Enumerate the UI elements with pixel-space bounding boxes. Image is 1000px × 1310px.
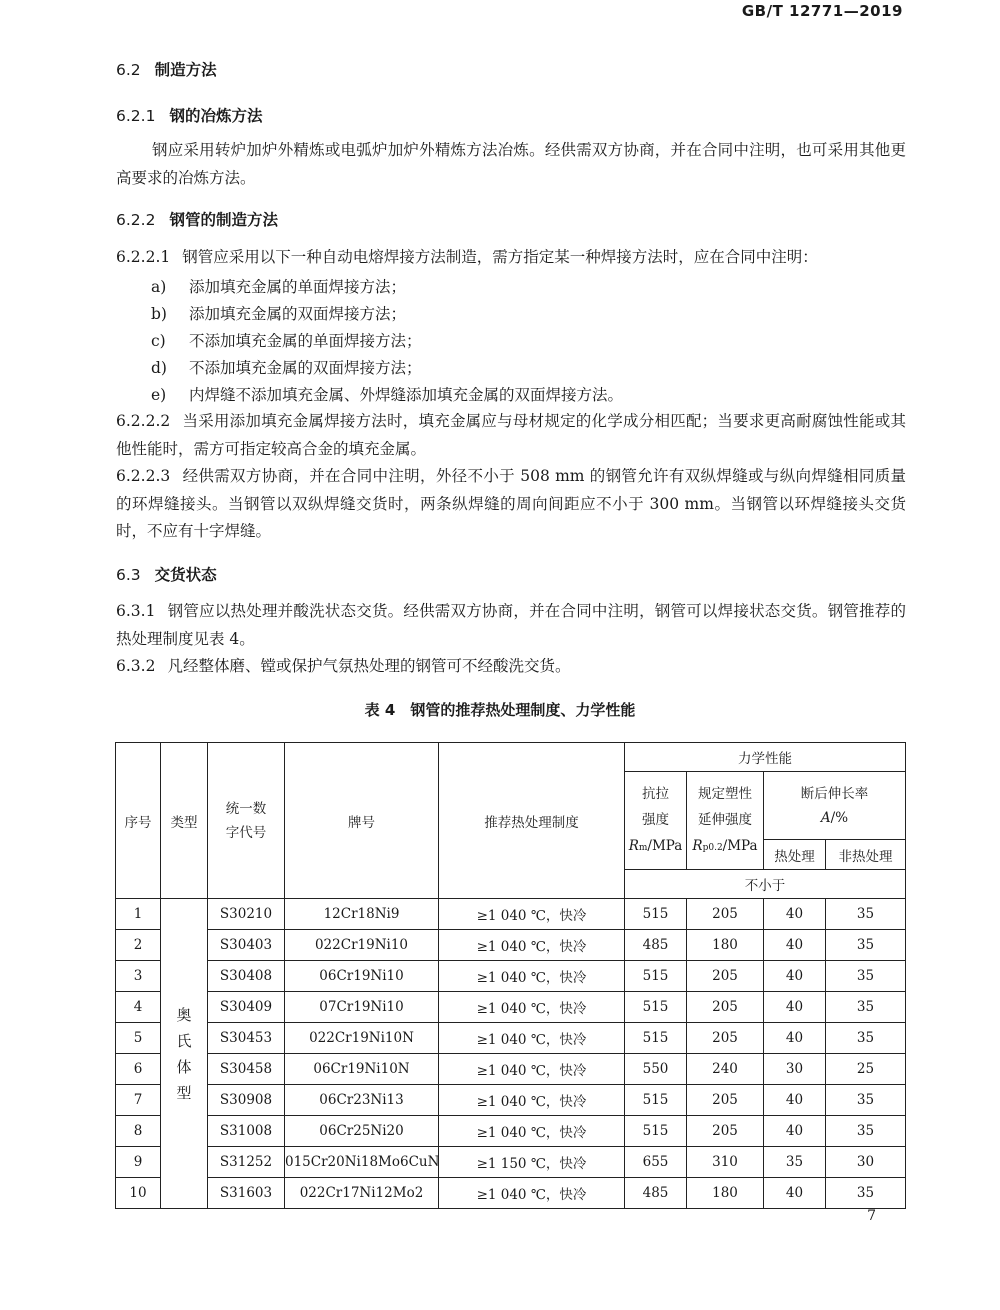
cell-elong-ht: 40 [764,1085,826,1116]
cell-yield: 240 [687,1054,764,1085]
type-char: 氏 [176,1031,192,1050]
cell-yield: 205 [687,1085,764,1116]
clause-text: 钢管应采用以下一种自动电熔焊接方法制造，需方指定某一种焊接方法时，应在合同中注明： [182,248,818,266]
section-6-2-2-heading [116,208,278,230]
cell-tensile: 515 [625,1023,687,1054]
cell-code: S30403 [208,930,285,961]
cell-seq: 5 [116,1023,161,1054]
cell-grade: 06Cr25Ni20 [285,1116,439,1147]
header-elongation [764,772,906,840]
cell-elong-ht: 40 [764,992,826,1023]
table-row [116,930,906,961]
cell-elong-nht: 35 [826,992,906,1023]
document-code: GB/T 12771—2019 [741,2,903,20]
cell-seq: 1 [116,899,161,930]
elongation-unit: /% [830,809,849,826]
header-yield-l2: 延伸强度 [698,811,752,828]
page-number: 7 [867,1208,876,1224]
list-item [151,329,422,351]
cell-yield: 205 [687,992,764,1023]
heat-treatment-table [115,742,906,1209]
cell-grade: 06Cr19Ni10 [285,961,439,992]
tensile-subscript: m [638,842,648,853]
cell-grade: 12Cr18Ni9 [285,899,439,930]
cell-code: S31252 [208,1147,285,1178]
header-yield [687,772,764,870]
yield-symbol: R [692,837,703,854]
header-tensile-l1: 抗拉 [642,785,669,802]
list-marker: b) [151,305,167,323]
list-text: 添加填充金属的单面焊接方法； [189,278,407,296]
cell-elong-nht: 35 [826,930,906,961]
cell-code: S31008 [208,1116,285,1147]
clause-6-2-2-2 [116,408,906,463]
cell-heat: ≥1 040 ℃，快冷 [439,899,625,930]
cell-elong-ht: 40 [764,930,826,961]
cell-tensile: 515 [625,992,687,1023]
cell-heat: ≥1 040 ℃，快冷 [439,930,625,961]
table-row [116,961,906,992]
section-number: 6.2.1 [116,107,156,125]
section-6-3-heading [116,563,217,585]
table-caption: 表 4 钢管的推荐热处理制度、力学性能 [364,701,636,719]
clause-6-3-1 [116,598,906,653]
cell-heat: ≥1 040 ℃，快冷 [439,1054,625,1085]
cell-elong-ht: 40 [764,1178,826,1209]
cell-tensile: 515 [625,1116,687,1147]
cell-yield: 180 [687,930,764,961]
table-row [116,992,906,1023]
clause-text: 经供需双方协商，并在合同中注明，外径不小于 508 mm 的钢管允许有双纵焊缝或与纵向焊缝相同质量的环焊缝接头。当钢管以双纵焊缝交货时，两条纵焊缝的周向间距应不小于 300 mm。当钢管以环焊缝接头交货时，不应有十字焊缝。 [116,467,906,540]
cell-yield: 180 [687,1178,764,1209]
cell-tensile: 655 [625,1147,687,1178]
header-grade: 牌号 [285,743,439,899]
cell-elong-nht: 35 [826,1023,906,1054]
header-yield-unit [687,833,763,861]
cell-elong-ht: 30 [764,1054,826,1085]
cell-heat: ≥1 040 ℃，快冷 [439,1178,625,1209]
cell-heat: ≥1 150 ℃，快冷 [439,1147,625,1178]
header-code-text: 统一数字代号 [225,800,267,841]
clause-6-2-2-1 [116,244,906,272]
header-seq: 序号 [116,743,161,899]
cell-heat: ≥1 040 ℃，快冷 [439,1023,625,1054]
cell-elong-nht: 35 [826,1116,906,1147]
cell-elong-ht: 40 [764,1116,826,1147]
list-item [151,383,623,405]
yield-unit: /MPa [722,837,758,854]
cell-elong-nht: 35 [826,961,906,992]
cell-yield: 205 [687,961,764,992]
cell-seq: 7 [116,1085,161,1116]
section-number: 6.2.2 [116,211,156,229]
cell-tensile: 485 [625,930,687,961]
cell-seq: 6 [116,1054,161,1085]
list-text: 内焊缝不添加填充金属、外焊缝添加填充金属的双面焊接方法。 [189,386,624,404]
table-row [116,1147,906,1178]
clause-number: 6.3.2 [116,657,156,675]
cell-code: S30453 [208,1023,285,1054]
header-tensile [625,772,687,870]
clause-6-2-2-3 [116,463,906,546]
clause-number: 6.2.2.2 [116,412,171,430]
cell-grade: 022Cr17Ni12Mo2 [285,1178,439,1209]
list-text: 添加填充金属的双面焊接方法； [189,305,407,323]
type-char: 型 [176,1083,192,1102]
section-title: 钢管的制造方法 [169,211,278,229]
list-item [151,302,406,324]
cell-elong-nht: 25 [826,1054,906,1085]
header-heat: 推荐热处理制度 [439,743,625,899]
clause-6-3-2 [116,653,906,681]
cell-yield: 310 [687,1147,764,1178]
table-row [116,1178,906,1209]
clause-text: 当采用添加填充金属焊接方法时，填充金属应与母材规定的化学成分相匹配；当要求更高耐腐蚀性能或其他性能时，需方可指定较高合金的填充金属。 [116,412,906,458]
header-elongation-unit [764,806,905,830]
cell-elong-nht: 35 [826,1178,906,1209]
section-number: 6.2 [116,61,141,79]
cell-seq: 3 [116,961,161,992]
header-not-less-than: 不小于 [625,870,906,899]
cell-seq: 2 [116,930,161,961]
cell-code: S30408 [208,961,285,992]
header-type: 类型 [161,743,208,899]
type-char: 奥 [176,1005,192,1024]
list-marker: c) [151,332,166,350]
section-6-2-heading [116,58,217,80]
list-item [151,356,422,378]
list-marker: d) [151,359,167,377]
cell-elong-ht: 40 [764,1023,826,1054]
section-title: 制造方法 [154,61,217,79]
header-yield-l1: 规定塑性 [698,785,752,802]
cell-type-austenitic [161,899,208,1209]
tensile-symbol: R [628,837,639,854]
cell-grade: 07Cr19Ni10 [285,992,439,1023]
clause-number: 6.3.1 [116,602,156,620]
header-elongation-l1: 断后伸长率 [800,785,869,802]
type-char: 体 [176,1057,192,1076]
table-row [116,1085,906,1116]
cell-heat: ≥1 040 ℃，快冷 [439,1116,625,1147]
header-tensile-unit [625,833,686,861]
section-title: 交货状态 [154,566,217,584]
cell-tensile: 550 [625,1054,687,1085]
section-number: 6.3 [116,566,141,584]
cell-elong-ht: 40 [764,961,826,992]
cell-code: S30409 [208,992,285,1023]
elongation-symbol: A [820,809,831,826]
section-title: 钢的冶炼方法 [169,107,263,125]
list-text: 不添加填充金属的双面焊接方法； [189,359,422,377]
clause-number: 6.2.2.3 [116,467,171,485]
cell-code: S30458 [208,1054,285,1085]
cell-grade: 015Cr20Ni18Mo6CuN [285,1147,439,1178]
cell-code: S31603 [208,1178,285,1209]
table-row [116,1054,906,1085]
header-tensile-l2: 强度 [642,811,669,828]
list-marker: e) [151,386,167,404]
cell-grade: 022Cr19Ni10 [285,930,439,961]
cell-seq: 8 [116,1116,161,1147]
list-item [151,275,406,297]
header-non-heat-treated: 非热处理 [826,840,906,870]
header-mechanical: 力学性能 [625,743,906,772]
tensile-unit: /MPa [647,837,683,854]
cell-elong-nht: 30 [826,1147,906,1178]
table-row [116,1023,906,1054]
cell-heat: ≥1 040 ℃，快冷 [439,992,625,1023]
cell-grade: 06Cr19Ni10N [285,1054,439,1085]
cell-elong-ht: 40 [764,899,826,930]
cell-code: S30210 [208,899,285,930]
list-text: 不添加填充金属的单面焊接方法； [189,332,422,350]
yield-subscript: p0.2 [702,842,723,853]
cell-heat: ≥1 040 ℃，快冷 [439,1085,625,1116]
cell-seq: 9 [116,1147,161,1178]
header-code [208,743,285,899]
cell-yield: 205 [687,1116,764,1147]
cell-yield: 205 [687,1023,764,1054]
cell-heat: ≥1 040 ℃，快冷 [439,961,625,992]
cell-tensile: 515 [625,899,687,930]
cell-grade: 022Cr19Ni10N [285,1023,439,1054]
list-marker: a) [151,278,167,296]
section-6-2-1-heading [116,104,262,126]
cell-grade: 06Cr23Ni13 [285,1085,439,1116]
cell-elong-nht: 35 [826,1085,906,1116]
clause-number: 6.2.2.1 [116,248,171,266]
clause-text: 钢管应以热处理并酸洗状态交货。经供需双方协商，并在合同中注明，钢管可以焊接状态交货。钢管推荐的热处理制度见表 4。 [116,602,906,648]
cell-elong-nht: 35 [826,899,906,930]
cell-tensile: 515 [625,961,687,992]
cell-seq: 4 [116,992,161,1023]
cell-elong-ht: 35 [764,1147,826,1178]
table-row [116,899,906,930]
clause-text: 凡经整体磨、镗或保护气氛热处理的钢管可不经酸洗交货。 [167,657,571,675]
header-heat-treated: 热处理 [764,840,826,870]
cell-tensile: 515 [625,1085,687,1116]
cell-seq: 10 [116,1178,161,1209]
cell-tensile: 485 [625,1178,687,1209]
cell-code: S30908 [208,1085,285,1116]
section-6-2-1-paragraph: 钢应采用转炉加炉外精炼或电弧炉加炉外精炼方法冶炼。经供需双方协商，并在合同中注明，也可采用其他更高要求的冶炼方法。 [116,141,906,187]
table-row [116,1116,906,1147]
cell-yield: 205 [687,899,764,930]
